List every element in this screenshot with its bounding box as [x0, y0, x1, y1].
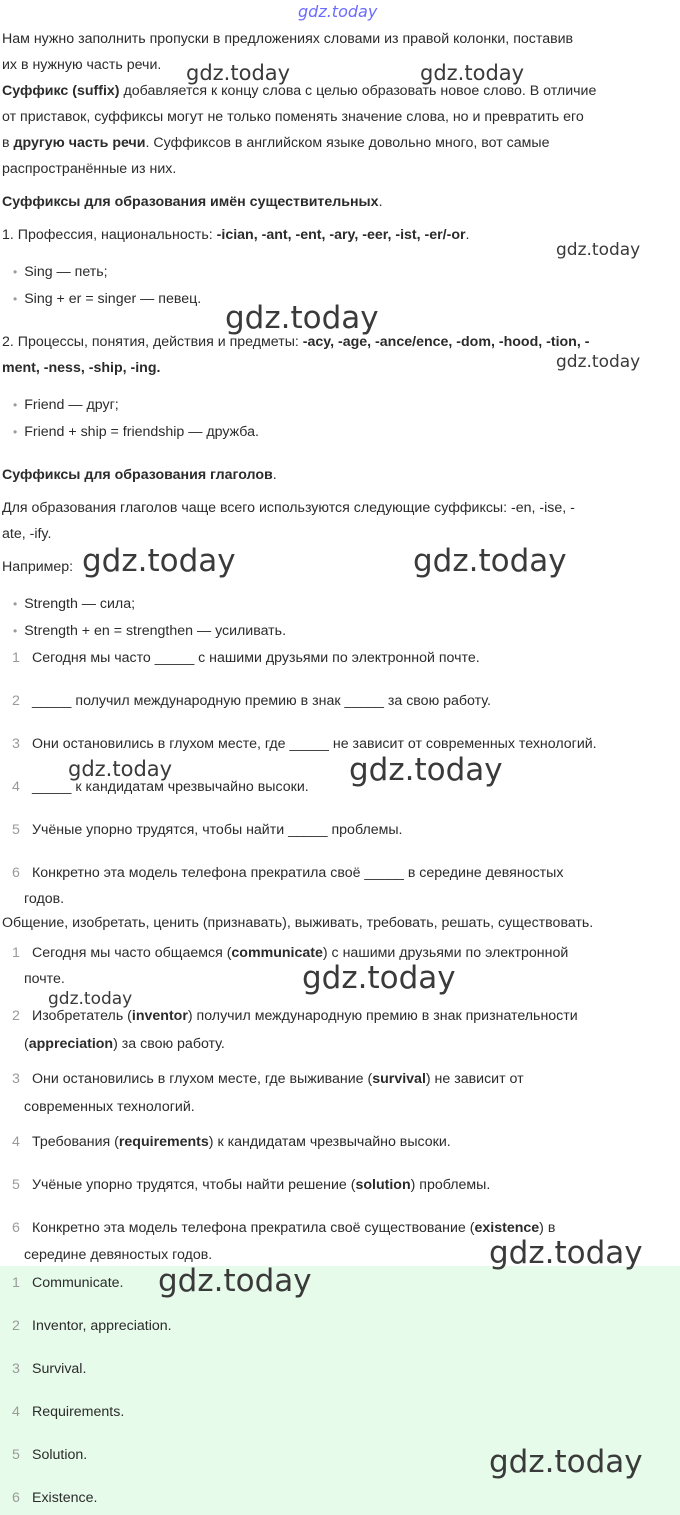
task-sentence: Конкретно эта модель телефона прекратила своё _____ в середине девяностых — [32, 865, 564, 881]
intro-line-2: их в нужную часть речи. — [2, 57, 162, 73]
answer-number: 5 — [12, 1177, 20, 1193]
watermark: gdz.today — [48, 989, 133, 1009]
bullet-icon: • — [13, 597, 18, 611]
list-item: • Sing + er = singer — певец. — [13, 291, 202, 307]
task-number: 5 — [12, 822, 20, 838]
task-sentence: Учёные упорно трудятся, чтобы найти _____ проблемы. — [32, 822, 403, 838]
answer-sentence: Они остановились в глухом месте, где выживание (survival) не зависит от — [32, 1071, 524, 1087]
final-answer: Requirements. — [32, 1404, 125, 1420]
watermark: gdz.today — [420, 61, 525, 85]
task-number: 4 — [12, 779, 20, 795]
watermark: gdz.today — [82, 543, 236, 579]
watermark: gdz.today — [556, 240, 641, 260]
list-item: • Friend — друг; — [13, 397, 119, 413]
final-answer-number: 4 — [12, 1404, 20, 1420]
bullet-icon: • — [13, 624, 18, 638]
suffix-term: Суффикс (suffix) — [2, 83, 120, 99]
list-item: • Strength — сила; — [13, 596, 136, 612]
words-list: Общение, изобретать, ценить (признавать), выживать, требовать, решать, существовать. — [2, 915, 594, 931]
answer-sentence: середине девяностых годов. — [24, 1247, 213, 1263]
final-answer: Solution. — [32, 1447, 88, 1463]
final-answer: Existence. — [32, 1490, 98, 1506]
answer-number: 3 — [12, 1071, 20, 1087]
suffix-definition-line-1: Суффикс (suffix) добавляется к концу слова с целью образовать новое слово. В отличие — [2, 83, 597, 99]
verbs-line-1: Для образования глаголов чаще всего используются следующие суффиксы: -en, -ise, - — [2, 500, 575, 516]
bullet-icon: • — [13, 265, 18, 279]
verbs-heading: Суффиксы для образования глаголов. — [2, 467, 277, 483]
answer-number: 4 — [12, 1134, 20, 1150]
final-answer-number: 3 — [12, 1361, 20, 1377]
task-sentence: годов. — [24, 891, 65, 907]
list-item: • Sing — петь; — [13, 264, 108, 280]
watermark: gdz.today — [186, 61, 291, 85]
final-answer: Inventor, appreciation. — [32, 1318, 172, 1334]
task-sentence: _____ получил международную премию в знак _____ за свою работу. — [32, 693, 491, 709]
watermark: gdz.today — [349, 752, 503, 788]
suffix-definition-line-3: в другую часть речи. Суффиксов в английском языке довольно много, вот самые — [2, 135, 550, 151]
watermark: gdz.today — [489, 1444, 643, 1480]
watermark: gdz.today — [298, 2, 378, 21]
answer-number: 6 — [12, 1220, 20, 1236]
answer-sentence: современных технологий. — [24, 1099, 195, 1115]
list-item: • Friend + ship = friendship — дружба. — [13, 424, 259, 440]
suffix-definition-line-2: от приставок, суффиксы могут не только поменять значение слова, но и превратить его — [2, 109, 584, 125]
watermark: gdz.today — [413, 543, 567, 579]
final-answer-number: 2 — [12, 1318, 20, 1334]
watermark: gdz.today — [302, 960, 456, 996]
answer-sentence: Требования (requirements) к кандидатам чрезвычайно высоки. — [32, 1134, 451, 1150]
watermark: gdz.today — [489, 1235, 643, 1271]
task-sentence: Сегодня мы часто _____ с нашими друзьями по электронной почте. — [32, 650, 480, 666]
watermark: gdz.today — [68, 757, 173, 781]
answer-sentence: почте. — [24, 971, 65, 987]
bullet-icon: • — [13, 425, 18, 439]
final-answer-number: 5 — [12, 1447, 20, 1463]
final-answer: Communicate. — [32, 1275, 124, 1291]
final-answer: Survival. — [32, 1361, 87, 1377]
nouns-point-2-line-2: ment, -ness, -ship, -ing. — [2, 360, 161, 376]
task-number: 1 — [12, 650, 20, 666]
intro-line-1: Нам нужно заполнить пропуски в предложениях словами из правой колонки, поставив — [2, 31, 574, 47]
task-sentence: Они остановились в глухом месте, где _____ не зависит от современных технологий. — [32, 736, 597, 752]
answer-number: 1 — [12, 945, 20, 961]
final-answer-number: 1 — [12, 1275, 20, 1291]
answer-number: 2 — [12, 1008, 20, 1024]
answer-sentence: Конкретно эта модель телефона прекратила своё существование (existence) в — [32, 1220, 556, 1236]
task-number: 3 — [12, 736, 20, 752]
suffix-definition-line-4: распространённые из них. — [2, 161, 177, 177]
bullet-icon: • — [13, 398, 18, 412]
watermark: gdz.today — [158, 1263, 312, 1299]
answer-sentence: Сегодня мы часто общаемся (communicate) с нашими друзьями по электронной — [32, 945, 569, 961]
task-number: 6 — [12, 865, 20, 881]
watermark: gdz.today — [225, 300, 379, 336]
nouns-heading: Суффиксы для образования имён существительных. — [2, 194, 383, 210]
watermark: gdz.today — [556, 352, 641, 372]
example-label: Например: — [2, 559, 74, 575]
nouns-point-2-line-1: 2. Процессы, понятия, действия и предметы: -acy, -age, -ance/ence, -dom, -hood, -tion, - — [2, 334, 590, 350]
nouns-point-1: 1. Профессия, национальность: -ician, -ant, -ent, -ary, -eer, -ist, -er/-or. — [2, 227, 470, 243]
task-sentence: _____ к кандидатам чрезвычайно высоки. — [32, 779, 309, 795]
verbs-line-2: ate, -ify. — [2, 526, 52, 542]
answer-sentence: Учёные упорно трудятся, чтобы найти решение (solution) проблемы. — [32, 1177, 491, 1193]
final-answer-number: 6 — [12, 1490, 20, 1506]
answer-sentence: (appreciation) за свою работу. — [24, 1036, 225, 1052]
list-item: • Strength + en = strengthen — усиливать. — [13, 623, 287, 639]
task-number: 2 — [12, 693, 20, 709]
answer-sentence: Изобретатель (inventor) получил международную премию в знак признательности — [32, 1008, 578, 1024]
bullet-icon: • — [13, 292, 18, 306]
